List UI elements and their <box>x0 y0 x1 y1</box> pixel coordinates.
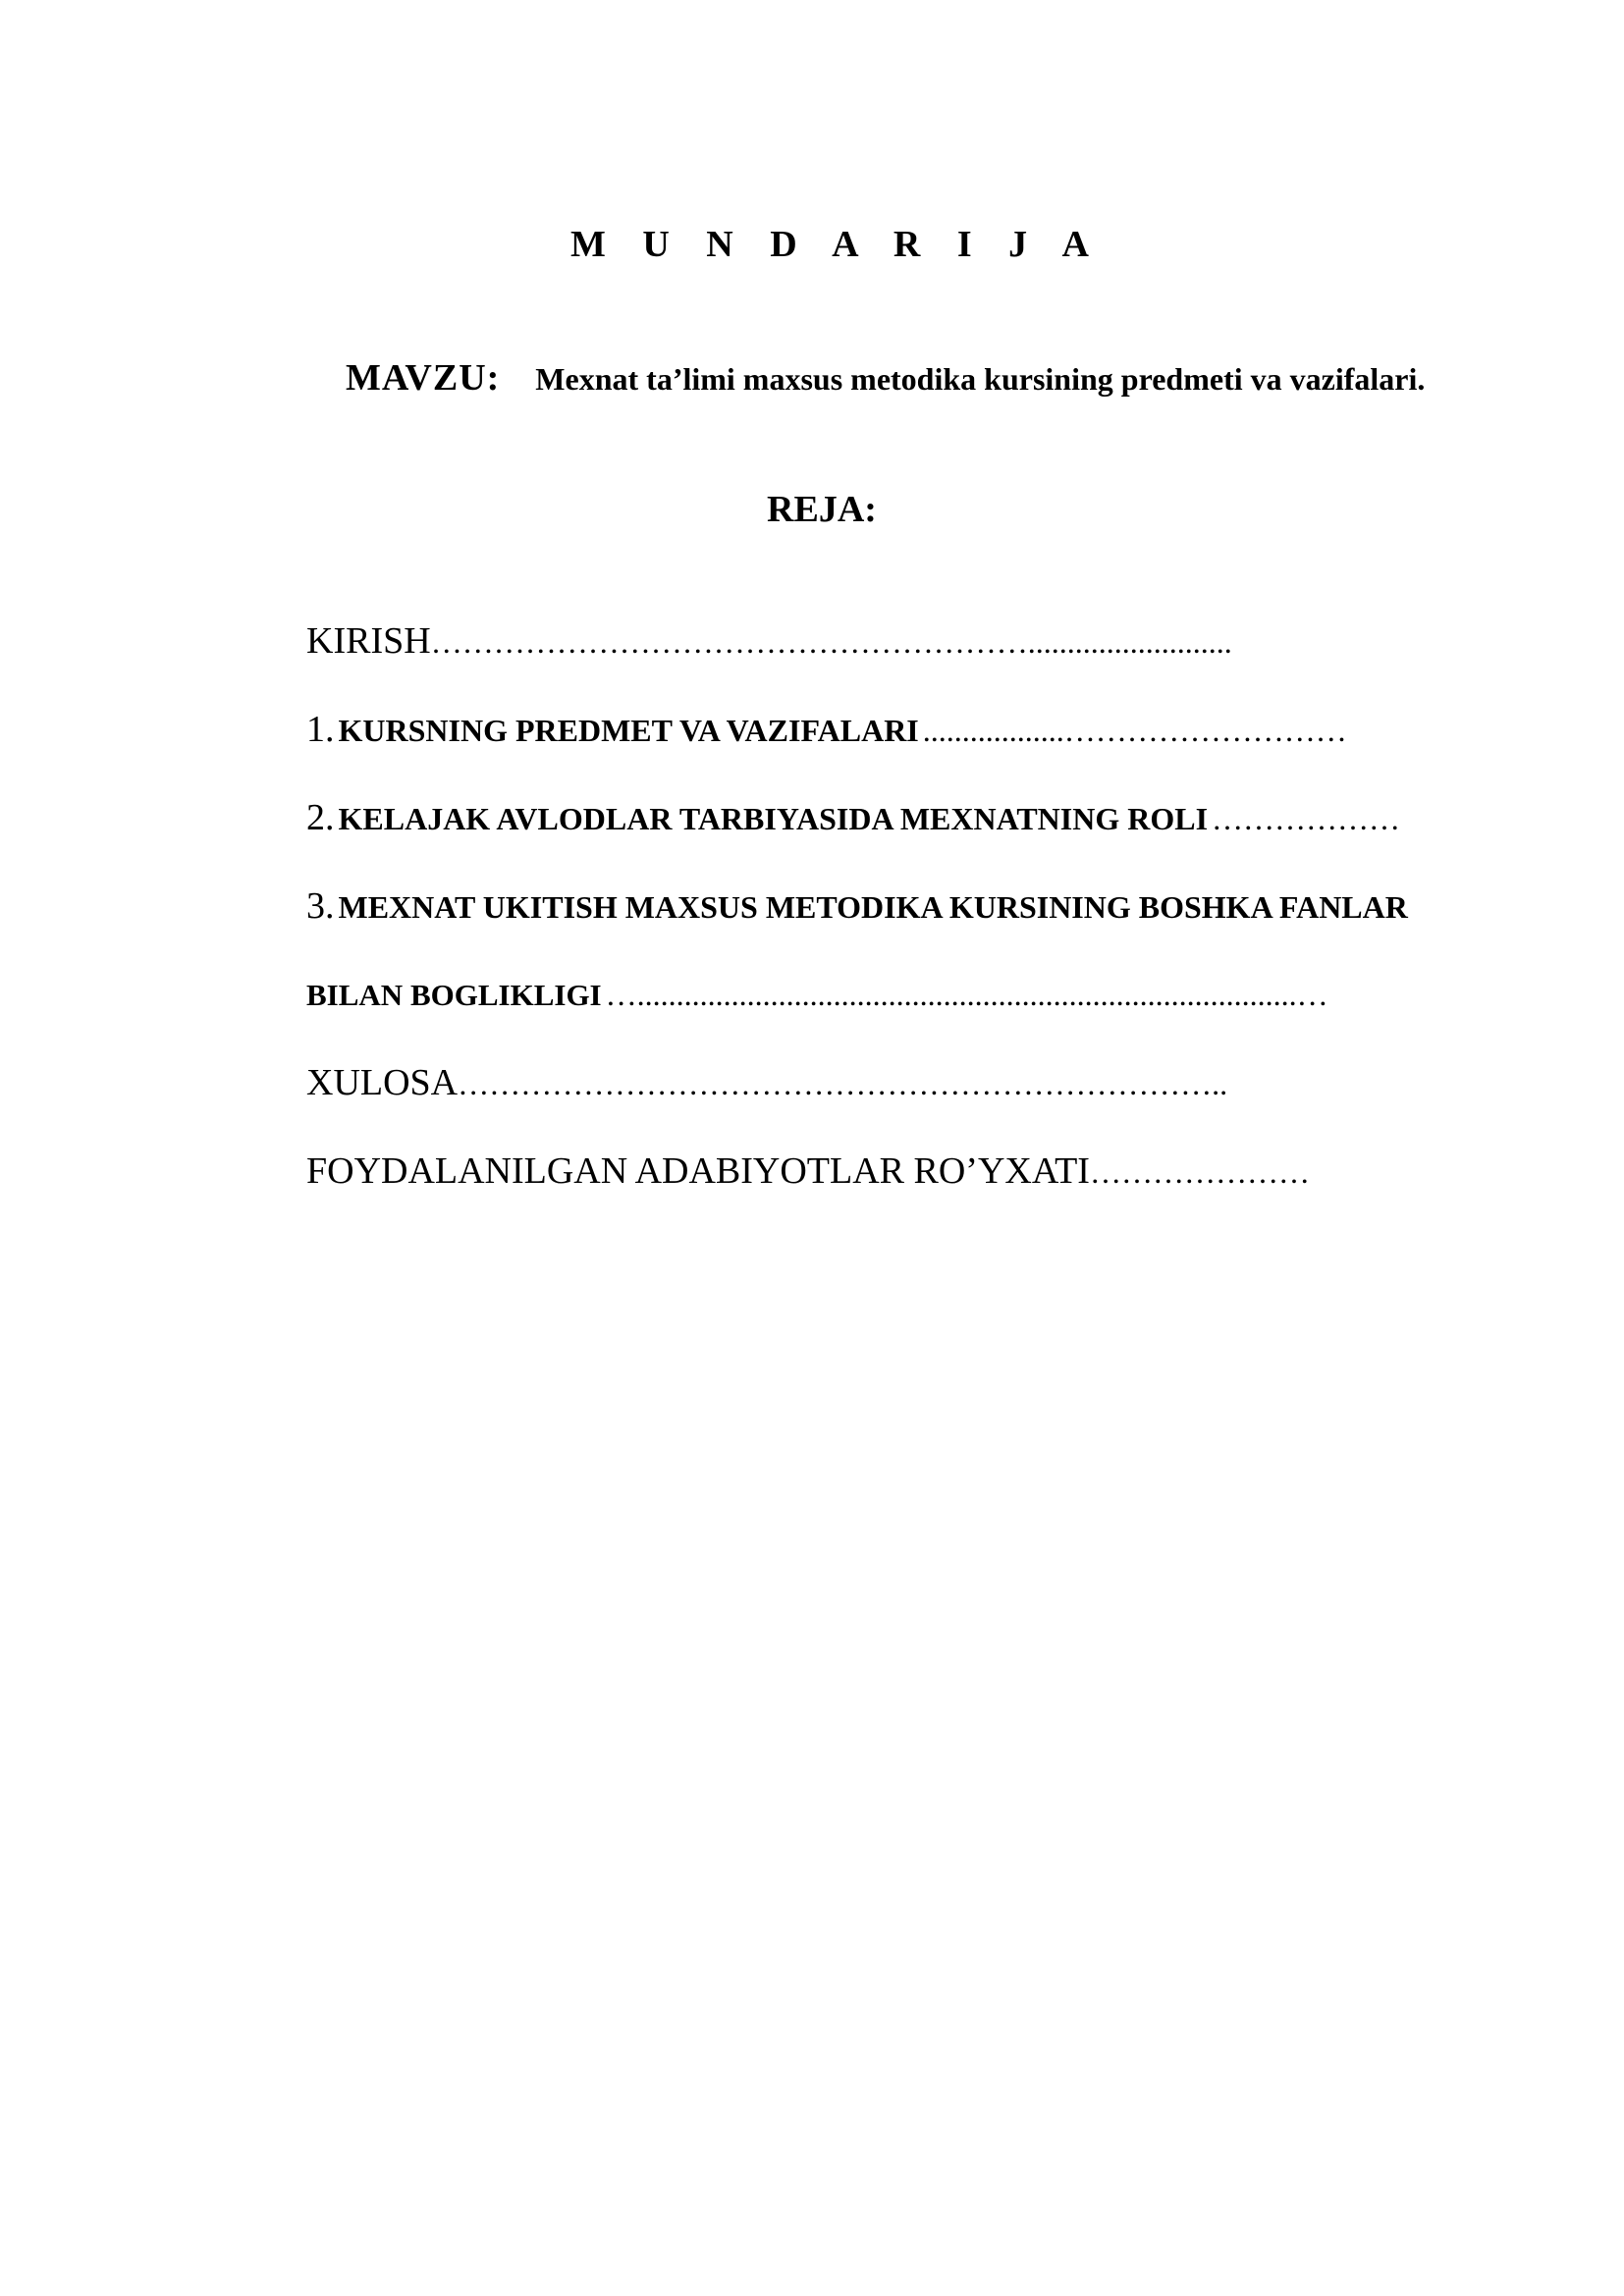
toc-item-kirish <box>306 614 1232 675</box>
topic-line <box>346 351 1425 412</box>
toc-leader-dots: ……………… <box>1212 801 1401 836</box>
topic-text: Mexnat ta’limi maxsus metodika kursining predmeti va vazifalari. <box>535 361 1426 397</box>
toc-item-2 <box>306 791 1400 852</box>
toc-item-label: KIRISH <box>306 620 431 662</box>
toc-leader-dots: ………………… <box>1089 1154 1310 1190</box>
toc-item-adabiyotlar <box>306 1145 1310 1205</box>
topic-label: MAVZU: <box>346 357 501 399</box>
toc-item-3 <box>306 880 1408 940</box>
toc-leader-dots: …....................................................................................… <box>605 977 1328 1012</box>
toc-item-label: MEXNAT UKITISH MAXSUS METODIKA KURSINING BOSHKA FANLAR <box>338 889 1408 925</box>
toc-item-label: FOYDALANILGAN ADABIYOTLAR RO’YXATI <box>306 1150 1090 1192</box>
toc-item-label: BILAN BOGLIKLIGI <box>306 978 602 1012</box>
toc-leader-dots: ………………………………………………….......................... <box>430 624 1232 660</box>
toc-item-number: 2. <box>306 797 335 838</box>
toc-leader-dots: ……………………………………………………………….. <box>458 1066 1228 1101</box>
toc-item-3-continued <box>306 968 1328 1028</box>
toc-item-label: KURSNING PREDMET VA VAZIFALARI <box>338 713 919 748</box>
plan-heading: REJA: <box>767 489 877 530</box>
toc-item-number: 1. <box>306 709 335 750</box>
toc-item-1 <box>306 703 1347 764</box>
toc-leader-dots: ..................……………………… <box>922 713 1347 748</box>
toc-item-number: 3. <box>306 885 335 927</box>
toc-item-xulosa <box>306 1056 1227 1117</box>
toc-item-label: XULOSA <box>306 1062 459 1103</box>
page-title: M U N D A R I J A <box>569 224 1104 265</box>
toc-item-label: KELAJAK AVLODLAR TARBIYASIDA MEXNATNING ROLI <box>338 801 1209 836</box>
